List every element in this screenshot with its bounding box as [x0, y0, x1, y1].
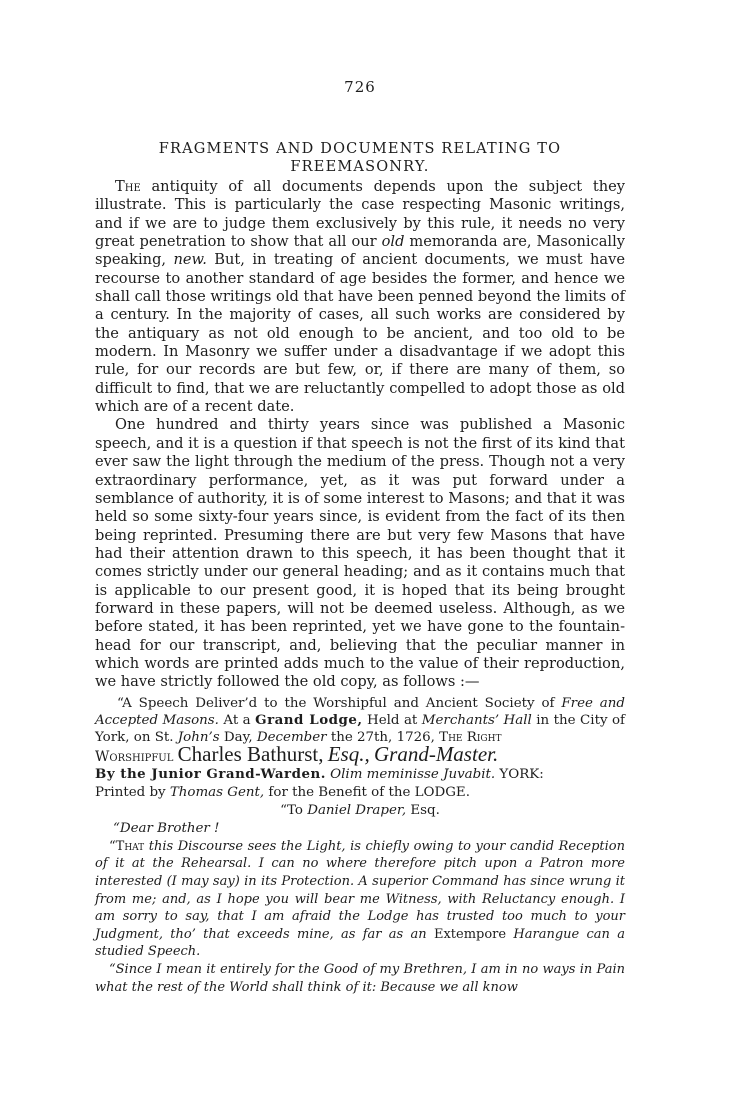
quote-thomas-gent: Thomas Gent,: [169, 784, 265, 800]
quote-motto: Olim meminisse Juvabit.: [330, 767, 496, 783]
letter-paragraph-1: [95, 838, 625, 961]
quote-text-1: “A Speech Deliver’d to the Worshipful and Ancient Society of: [117, 695, 562, 711]
paragraph-1: [95, 178, 625, 416]
quote-grand-lodge: Grand Lodge,: [255, 711, 363, 728]
quote-merchants-hall: Merchants’ Hall: [421, 712, 532, 728]
quote-worshipful: Worshipful: [95, 749, 174, 766]
letter-that: “That: [109, 838, 145, 854]
quote-text-4: in the City of York, on St.: [95, 712, 626, 746]
title-line-1: FRAGMENTS AND DOCUMENTS RELATING TO: [158, 141, 562, 157]
paragraph-1-new: new.: [173, 251, 207, 269]
quote-the-right: The Right: [439, 730, 502, 746]
quote-text-6: the 27th, 1726,: [326, 730, 440, 746]
quote-esq: Esq.,: [327, 742, 370, 767]
quote-charles-bathurst: Charles Bathurst,: [177, 742, 324, 767]
quote-st-john: John’s: [177, 730, 220, 746]
quote-free-accepted: Free and Accepted Masons.: [95, 695, 625, 728]
article-title: [95, 140, 625, 176]
quote-york: YORK:: [499, 767, 544, 783]
paragraph-1-text-a: antiquity of all documents depends upon the subject they illustrate. This is particularly the case respecting Masonic writings, and if we are to judge them exclusively by this rule, it needs no very great penetration to show that all our: [95, 178, 625, 251]
dedication-to: “To: [280, 802, 308, 818]
paragraph-2: One hundred and thirty years since was published a Masonic speech, and it is a question if that speech is not the first of its kind that ever saw the light through the medium of the press. Though not a very extraordinary performance, yet, as it was put forward under a semblance of authority, it is of some interest to Masons; and that it was held so some sixty-four years since, is evident from the fact of its then being reprinted. Presuming there are but very few Masons that have had their attention drawn to this speech, it has been thought that it comes strictly under our general heading; and as it contains much that is applicable to our present good, it is hoped that its being brought forward in these papers, will not be deemed useless. Although, as we before stated, it has been reprinted, yet we have gone to the fountain-head for our transcript, and, believing that the peculiar manner in which words are printed adds much to the value of their reproduction, we have strictly followed the old copy, as follows :—: [95, 416, 625, 691]
quote-text-3: Held at: [362, 712, 422, 728]
quote-printed-by: Printed by: [95, 784, 170, 800]
quote-december: December: [256, 730, 327, 746]
letter-1-text-a: this Discourse sees the Light, is chiefly owing to your candid Reception of it at the Rehearsal. I can no where therefore pitch upon a Patron more interested (I may say) in its Protection. A superior Command has since wrung it from me; and, as I hope you will bear me Witness, with Reluctancy enough. I am sorry to say, that I am afraid the Lodge has trusted too much to your Judgment, tho’ that exceeds mine, as far as an: [95, 838, 625, 942]
page-number: 726: [344, 78, 376, 96]
quote-text-5: Day,: [219, 730, 257, 746]
letter-extempore: Extempore: [433, 926, 507, 942]
paragraph-1-dropcap: The: [115, 178, 141, 195]
quote-text-2: At a: [218, 712, 256, 728]
quote-junior-grand-warden: By the Junior Grand-Warden.: [95, 766, 326, 783]
letter-paragraph-2: “Since I mean it entirely for the Good of my Brethren, I am in no ways in Pain what the rest of the World shall think of it: Because we all know: [95, 962, 625, 995]
page: [95, 78, 625, 996]
letter-1-text-b: Harangue can a studied Speech.: [95, 926, 625, 960]
paragraph-1-text-b: memoranda are, Masonically speaking,: [95, 233, 626, 269]
salutation: “Dear Brother !: [113, 820, 220, 836]
speech-title-block: [95, 695, 625, 801]
paragraph-1-old: old: [381, 233, 405, 251]
paragraph-1-text-c: But, in treating of ancient documents, we must have recourse to another standard of age besides the former, and hence we shall call those writings old that have been penned beyond the limits of a century. In the majority of cases, all such works are considered by the antiquary as not old enough to be ancient, and too old to be modern. In Masonry we suffer under a disadvantage if we adopt this rule, for our records are but few, or, if there are many of them, so difficult to find, that we are reluctantly compelled to adopt those as old which are of a recent date.: [95, 251, 625, 416]
dedication-line: [95, 802, 625, 820]
dedication-name: Daniel Draper,: [307, 802, 407, 818]
title-line-2: FREEMASONRY.: [290, 159, 430, 175]
quote-benefit: for the Benefit of the LODGE.: [264, 784, 470, 800]
dedication-esq: Esq.: [406, 802, 440, 818]
quote-grand-master: Grand-Master.: [373, 742, 499, 767]
